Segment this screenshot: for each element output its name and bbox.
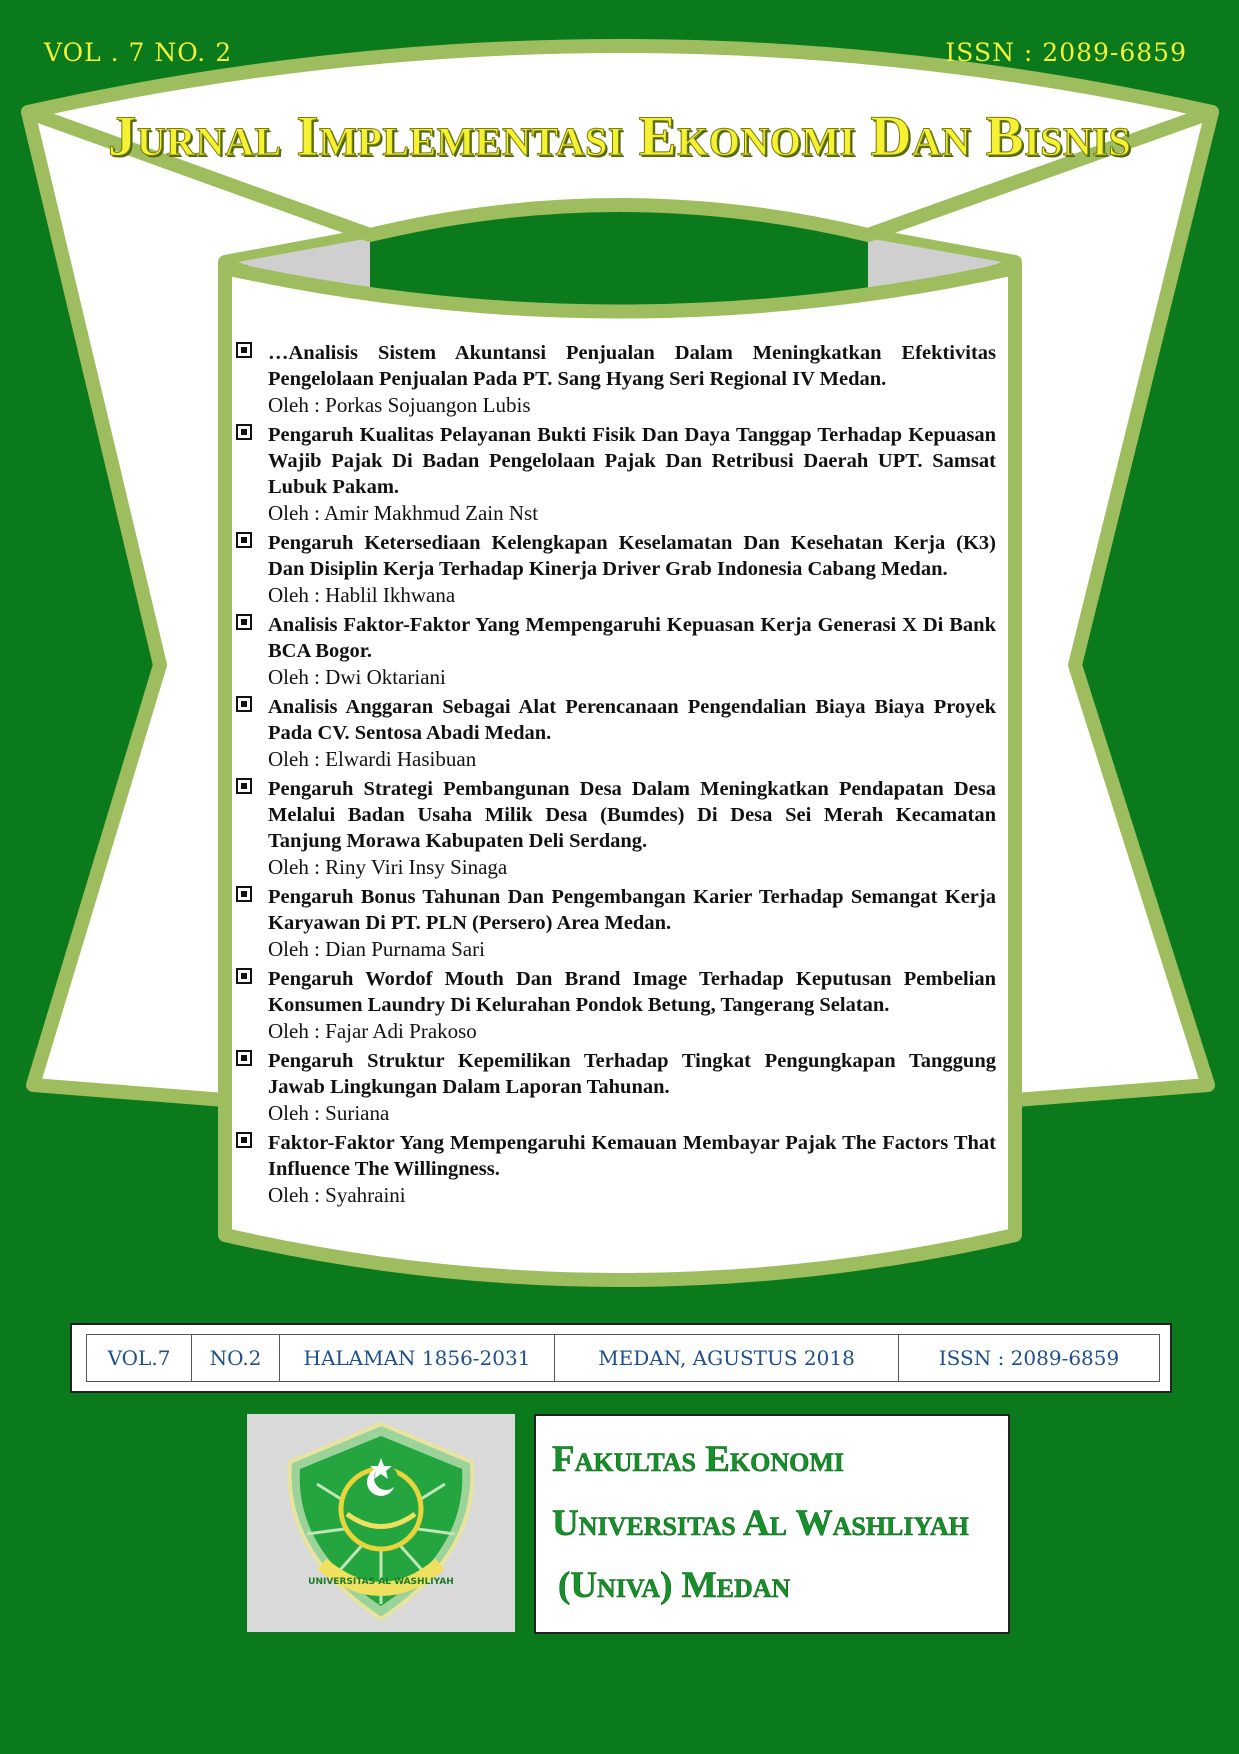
issn-label: ISSN : 2089-6859 <box>945 38 1187 67</box>
article-author: Oleh : Dian Purnama Sari <box>268 937 485 961</box>
checkbox-bullet-icon <box>236 968 252 984</box>
article-entry[interactable] <box>232 530 996 608</box>
info-place-date: MEDAN, AGUSTUS 2018 <box>555 1335 899 1381</box>
article-title: Pengaruh Struktur Kepemilikan Terhadap Tingkat Pengungkapan Tanggung Jawab Lingkungan Dalam Laporan Tahunan. <box>268 1050 996 1098</box>
article-entry[interactable] <box>232 340 996 418</box>
article-author: Oleh : Suriana <box>268 1101 390 1125</box>
journal-title: Jurnal Implementasi Ekonomi Dan Bisnis <box>107 105 1132 168</box>
table-of-contents <box>232 340 996 1212</box>
article-title: Pengaruh Strategi Pembangunan Desa Dalam Meningkatkan Pendapatan Desa Melalui Badan Usaha Milik Desa (Bumdes) Di Desa Sei Merah Kecamatan Tanjung Morawa Kabupaten Deli Serdang. <box>268 778 996 852</box>
info-issn: ISSN : 2089-6859 <box>938 1346 1120 1370</box>
info-volume: VOL.7 <box>87 1335 192 1381</box>
checkbox-bullet-icon <box>236 1132 252 1148</box>
checkbox-bullet-icon <box>236 342 252 358</box>
article-entry[interactable] <box>232 966 996 1044</box>
checkbox-bullet-icon <box>236 778 252 794</box>
info-number: NO.2 <box>192 1335 280 1381</box>
article-entry[interactable] <box>232 1048 996 1126</box>
article-author: Oleh : Syahraini <box>268 1183 406 1207</box>
article-author: Oleh : Dwi Oktariani <box>268 665 446 689</box>
article-title: Faktor-Faktor Yang Mempengaruhi Kemauan Membayar Pajak The Factors That Influence The Willingness. <box>268 1132 996 1180</box>
university-city: (Univa) Medan <box>558 1565 791 1606</box>
checkbox-bullet-icon <box>236 532 252 548</box>
shield-emblem-icon <box>247 1414 515 1632</box>
article-title: Analisis Anggaran Sebagai Alat Perencanaan Pengendalian Biaya Biaya Proyek Pada CV. Sentosa Abadi Medan. <box>268 696 996 744</box>
article-author: Oleh : Hablil Ikhwana <box>268 583 456 607</box>
article-title: …Analisis Sistem Akuntansi Penjualan Dalam Meningkatkan Efektivitas Pengelolaan Penjualan Pada PT. Sang Hyang Seri Regional IV Medan. <box>268 342 996 390</box>
publication-info-bar <box>70 1323 1172 1393</box>
checkbox-bullet-icon <box>236 696 252 712</box>
checkbox-bullet-icon <box>236 886 252 902</box>
article-title: Pengaruh Kualitas Pelayanan Bukti Fisik Dan Daya Tanggap Terhadap Kepuasan Wajib Pajak Di Badan Pengelolaan Pajak Dan Retribusi Daerah UPT. Samsat Lubuk Pakam. <box>268 424 996 498</box>
checkbox-bullet-icon <box>236 424 252 440</box>
publication-info-row <box>86 1334 1160 1382</box>
article-title: Pengaruh Bonus Tahunan Dan Pengembangan Karier Terhadap Semangat Kerja Karyawan Di PT. PLN (Persero) Area Medan. <box>268 886 996 934</box>
article-entry[interactable] <box>232 776 996 880</box>
article-author: Oleh : Elwardi Hasibuan <box>268 747 477 771</box>
checkbox-bullet-icon <box>236 614 252 630</box>
faculty-box <box>534 1414 1010 1634</box>
article-entry[interactable] <box>232 694 996 772</box>
article-entry[interactable] <box>232 1130 996 1208</box>
university-name: Universitas Al Washliyah <box>552 1503 969 1544</box>
info-pages: HALAMAN 1856-2031 <box>280 1335 555 1381</box>
article-author: Oleh : Riny Viri Insy Sinaga <box>268 855 508 879</box>
article-author: Oleh : Porkas Sojuangon Lubis <box>268 393 531 417</box>
article-title: Pengaruh Ketersediaan Kelengkapan Keselamatan Dan Kesehatan Kerja (K3) Dan Disiplin Kerja Terhadap Kinerja Driver Grab Indonesia Cabang Medan. <box>268 532 996 580</box>
article-author: Oleh : Fajar Adi Prakoso <box>268 1019 477 1043</box>
article-entry[interactable] <box>232 612 996 690</box>
article-title: Pengaruh Wordof Mouth Dan Brand Image Terhadap Keputusan Pembelian Konsumen Laundry Di Kelurahan Pondok Betung, Tangerang Selatan. <box>268 968 996 1016</box>
checkbox-bullet-icon <box>236 1050 252 1066</box>
article-entry[interactable] <box>232 884 996 962</box>
faculty-name: Fakultas Ekonomi <box>552 1439 845 1480</box>
article-author: Oleh : Amir Makhmud Zain Nst <box>268 501 539 525</box>
volume-label: VOL . 7 NO. 2 <box>44 38 233 67</box>
university-logo <box>247 1414 515 1632</box>
article-entry[interactable] <box>232 422 996 526</box>
article-title: Analisis Faktor-Faktor Yang Mempengaruhi Kepuasan Kerja Generasi X Di Bank BCA Bogor. <box>268 614 996 662</box>
logo-text: UNIVERSITAS AL WASHLIYAH <box>308 1577 454 1587</box>
